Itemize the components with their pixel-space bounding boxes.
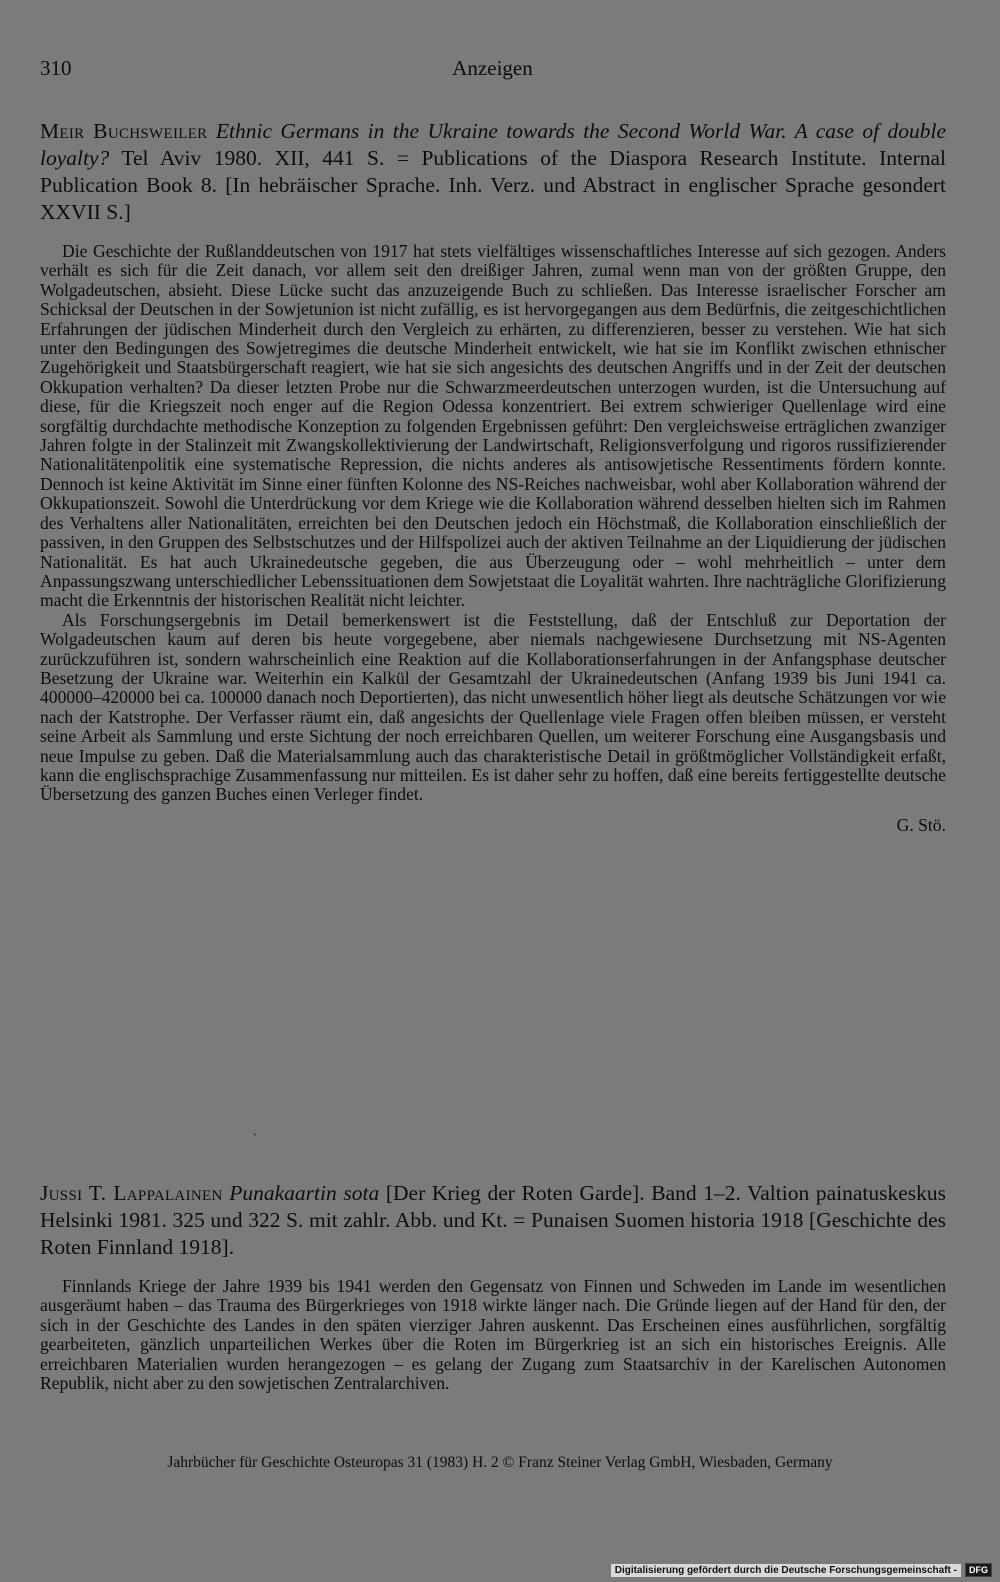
review-book-details: [Der Krieg der Roten Garde]. Band 1–2. Valtion painatuskeskus Helsinki 1981. 325 und 322 S. mit zahlr. Abb. und Kt. = Punaisen Suomen historia 1918 [Geschichte des Roten Finnland 1918].: [40, 1181, 947, 1259]
review-lappalainen: [40, 1180, 946, 1393]
review-citation: [40, 118, 946, 226]
reviewer-signature: G. Stö.: [896, 814, 946, 835]
review-book-title: Ethnic Germans in the Ukraine towards the Second World War. A case of double loyalty?: [40, 119, 946, 170]
page-number: 310: [40, 56, 72, 80]
review-citation: [40, 1180, 946, 1261]
running-title: Anzeigen: [452, 56, 533, 80]
digitization-banner: [611, 1562, 992, 1578]
review-paragraph: Die Geschichte der Rußlanddeutschen von 1917 hat stets vielfältiges wissenschaftliches Interesse auf sich gezogen. Anders verhält es sich für die Zeit danach, vor allem seit den dreißiger Jahren, zumal wenn man von der größten Gruppe, den Wolgadeutschen, absieht. Diese Lücke sucht das anzuzeigende Buch zu schließen. Das Interesse israelischer Forscher am Schicksal der Deutschen in der Sowjetunion ist nicht zufällig, es ist hervorgegangen aus dem Bedürfnis, die zeitgeschichtlichen Erfahrungen der jüdischen Minderheit durch den Vergleich zu erhärten, zu differenzieren, besser zu verstehen. Wie hat sich unter den Bedingungen des Sowjetregimes die deutsche Minderheit entwickelt, wie hat sie im Konflikt zwischen ethnischer Zugehörigkeit und Staatsbürgerschaft reagiert, wie hat sie sich angesichts des deutschen Angriffs und in der Zeit der deutschen Okkupation verhalten? Da dieser letzten Probe nur die Schwarzmeerdeutschen unterzogen wurden, ist die Untersuchung auf diese, für die Kriegszeit noch enger auf die Region Odessa konzentriert. Bei extrem schwieriger Quellenlage wird eine sorgfältig durchdachte methodische Konzeption zu folgenden Ergebnissen geführt: Den vergleichsweise erträglichen zwanziger Jahren folgte in der Stalinzeit mit Zwangskollektivierung der Landwirtschaft, Religionsverfolgung und rigoros russifizierender Nationalitätenpolitik eine systematische Repression, die nichts anderes als antisowjetische Ressentiments fördern konnte. Dennoch ist keine Aktivität im Sinne einer fünften Kolonne des NS-Reiches nachweisbar, wohl aber Kollaboration während der Okkupationszeit. Sowohl die Unterdrückung vor dem Kriege wie die Kollaboration während desselben hielten sich im Rahmen des Verhaltens aller Nationalitäten, erreichten bei den Deutschen jedoch ein Höchstmaß, die Kollaboration einschließlich der passiven, in den Gruppen des Selbstschutzes und der Hilfspolizei auch der aktiven Teilnahme an der Liquidierung der jüdischen Nationalität. Es hat auch Ukrainedeutsche gegeben, die aus Überzeugung oder – wohl mehrheitlich – unter dem Anpassungszwang unterschiedlicher Lebenssituationen dem Sowjetstaat die Loyalität wahrten. Ihre nachträgliche Glorifizierung macht die Erkenntnis der historischen Realität nicht leichter.: [40, 241, 946, 611]
digitization-note: Digitalisierung gefördert durch die Deutsche Forschungsgemeinschaft -: [611, 1564, 961, 1577]
review-paragraph: Finnlands Kriege der Jahre 1939 bis 1941 werden den Gegensatz von Finnen und Schweden im Lande im wesentlichen ausgeräumt haben – das Trauma des Bürgerkrieges von 1918 wirkte länger nach. Die Gründe liegen auf der Hand für den, der sich in der Geschichte des Landes in den späten vierziger Jahren auskennt. Das Erscheinen eines ausführlichen, sorgfältig gearbeiteten, gänzlich unparteilichen Werkes über die Roten im Bürgerkrieg ist an sich ein historisches Ereignis. Alle erreichbaren Materialien wurden herangezogen – es gelang der Zugang zum Staatsarchiv in der Karelischen Autonomen Republik, nicht aber zu den sowjetischen Zentralarchiven.: [40, 1276, 946, 1394]
review-book-title: Punakaartin sota: [229, 1181, 380, 1205]
review-paragraph: Als Forschungsergebnis im Detail bemerkenswert ist die Feststellung, daß der Entschluß zur Deportation der Wolgadeutschen kaum auf deren bis heute vorgegebene, aber niemals nachgewiesene Durchsetzung mit NS-Agenten zurückzuführen ist, sondern wahrscheinlich eine Reaktion auf die Kollaborationserfahrungen in der Anfangsphase deutscher Besetzung der Ukraine war. Weiterhin ein Kalkül der Gesamtzahl der Ukrainedeutschen (Anfang 1939 bis Juni 1941 ca. 400000–420000 bei ca. 100000 danach noch Deportierten), das nicht unwesentlich höher liegt als deutsche Schätzungen vor wie nach der Katstrophe. Der Verfasser räumt ein, daß angesichts der Quellenlage viele Fragen offen bleiben müssen, er versteht seine Arbeit als Sammlung und erste Sichtung der noch erreichbaren Quellen, um weiterer Forschung eine Ausgangsbasis und neue Impulse zu geben. Daß die Materialsammlung auch das charakteristische Detail in größtmöglicher Vollständigkeit erfaßt, kann die englischsprachige Zusammenfassung nur mitteilen. Es ist daher sehr zu hoffen, daß eine bereits fertiggestellte deutsche Übersetzung des ganzen Buches einen Verleger findet.: [40, 609, 946, 805]
scan-speck: ˎ: [253, 1122, 257, 1136]
review-body: [40, 1277, 946, 1393]
review-body: [40, 242, 946, 805]
dfg-logo-icon: DFG: [965, 1563, 992, 1577]
journal-footer: Jahrbücher für Geschichte Osteuropas 31 (1983) H. 2 © Franz Steiner Verlag GmbH, Wiesbaden, Germany: [167, 1454, 833, 1471]
review-author: Meir Buchsweiler: [40, 119, 208, 143]
review-author: Jussi T. Lappalainen: [40, 1181, 223, 1205]
review-book-details: Tel Aviv 1980. XII, 441 S. = Publications of the Diaspora Research Institute. Internal Publication Book 8. [In hebräischer Sprache. Inh. Verz. und Abstract in englischer Sprache gesondert XXVII S.]: [40, 146, 946, 224]
review-buchsweiler: [40, 118, 946, 836]
running-head: [40, 56, 945, 86]
